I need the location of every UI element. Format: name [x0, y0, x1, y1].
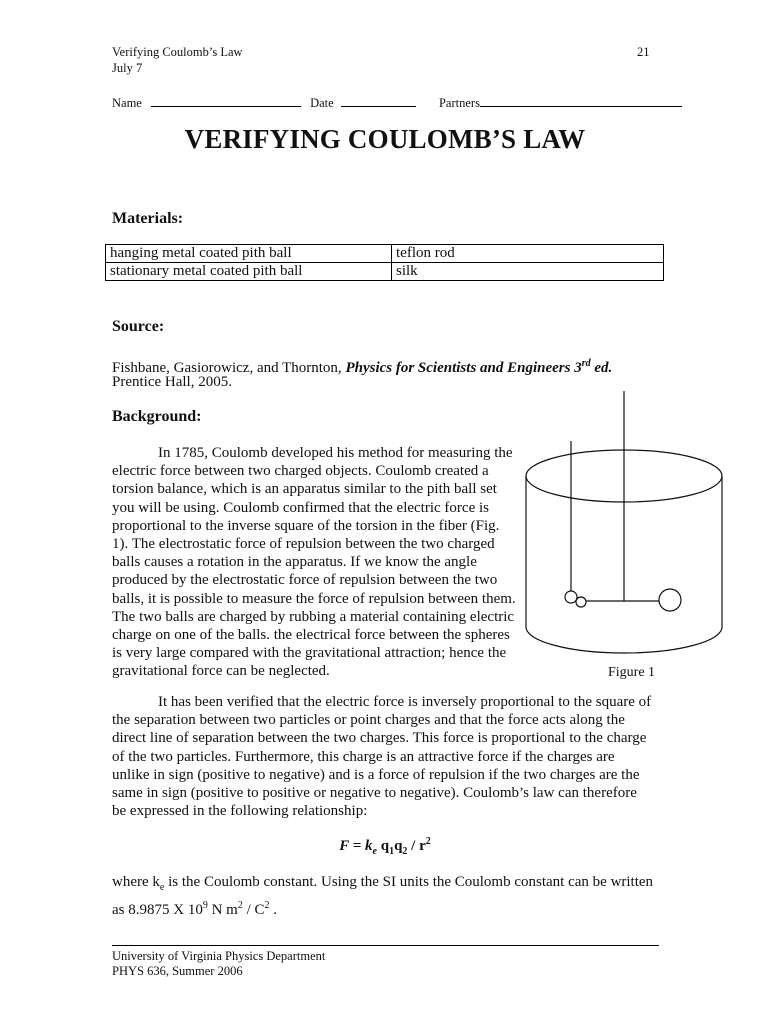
- background-heading: Background:: [112, 408, 202, 425]
- coulomb-equation: [0, 836, 770, 857]
- date-field[interactable]: [341, 94, 416, 107]
- paragraph-line: balls causes a rotation in the apparatus. If we know the angle: [112, 554, 477, 571]
- paragraph-line: gravitational force can be neglected.: [112, 663, 330, 680]
- torsion-balance-figure: [520, 385, 732, 690]
- closing-c-exp: 2: [264, 900, 270, 912]
- footer-course: PHYS 636, Summer 2006: [112, 964, 243, 978]
- table-cell: hanging metal coated pith ball: [106, 245, 392, 263]
- header-date: July 7: [112, 61, 143, 75]
- paragraph-line: electric force between two charged objects. Coulomb created a: [112, 463, 489, 480]
- materials-table: [105, 244, 664, 281]
- paragraph-line: balls, it is possible to measure the force of repulsion between them.: [112, 590, 516, 607]
- closing-t4: N m: [207, 902, 238, 919]
- page-number: 21: [637, 45, 650, 59]
- closing-exp: 9: [202, 900, 208, 912]
- book-title-sup: rd: [581, 358, 591, 369]
- header-doc-title: Verifying Coulomb’s Law: [112, 45, 243, 59]
- closing-t6: .: [269, 902, 278, 919]
- table-cell: teflon rod: [392, 245, 664, 263]
- footer-department: University of Virginia Physics Department: [112, 949, 326, 963]
- form-line: [112, 94, 682, 111]
- figure-caption: Figure 1: [608, 665, 656, 680]
- paragraph-line: unlike in sign (positive to negative) and is a force of repulsion if the two charges are the: [112, 766, 640, 783]
- paragraph-line: be expressed in the following relationship:: [112, 803, 368, 820]
- eq-over-r: / r: [407, 838, 426, 854]
- eq-q1: q: [376, 838, 390, 854]
- eq-r-sup: 2: [425, 836, 431, 847]
- closing-t5: / C: [242, 902, 265, 919]
- table-cell: silk: [392, 263, 664, 281]
- table-row: [106, 263, 664, 281]
- paragraph-line: It has been verified that the electric force is inversely proportional to the square of: [158, 694, 652, 710]
- source-publisher: Prentice Hall, 2005.: [112, 374, 232, 390]
- paragraph-line: of the two particles. Furthermore, this charge is an attractive force if the charges are: [112, 748, 615, 765]
- table-row: [106, 245, 664, 263]
- footer-divider: [112, 945, 659, 946]
- source-book-title: [345, 360, 612, 376]
- coulomb-constant-text: [112, 873, 672, 919]
- book-title-text: Physics for Scientists and Engineers 3: [345, 360, 582, 376]
- cylinder-bottom-arc: [526, 627, 722, 653]
- background-paragraph-2: [112, 693, 662, 820]
- source-heading: Source:: [112, 318, 165, 335]
- paragraph-line: torsion balance, which is an apparatus similar to the pith ball set: [112, 481, 497, 498]
- closing-k-sub: e: [159, 882, 165, 893]
- hanging-ball: [576, 597, 586, 607]
- eq-lhs: F = k: [339, 838, 373, 854]
- eq-q2: q: [394, 838, 403, 854]
- stationary-ball: [565, 591, 577, 603]
- background-paragraph-1: [112, 444, 522, 681]
- name-field[interactable]: [151, 94, 301, 107]
- date-label: Date: [310, 96, 334, 110]
- paragraph-line: is very large compared with the gravitational attraction; hence the: [112, 645, 507, 662]
- paragraph-line: same in sign (positive to positive or negative to negative). Coulomb’s law can therefore: [112, 785, 637, 802]
- partners-field[interactable]: [480, 94, 682, 107]
- paragraph-line: proportional to the inverse square of the torsion in the fiber (Fig.: [112, 517, 500, 534]
- page-title: VERIFYING COULOMB’S LAW: [184, 124, 586, 154]
- closing-t3: as 8.9875 X 10: [112, 902, 203, 919]
- eq-k-sub: e: [372, 846, 377, 857]
- partners-label: Partners: [438, 96, 480, 110]
- paragraph-line: the separation between two particles or point charges and that the force acts along the: [112, 712, 625, 729]
- eq-q2-sub: 2: [402, 846, 408, 857]
- closing-t1: where k: [112, 874, 160, 890]
- closing-m-exp: 2: [237, 900, 243, 912]
- source-authors: Fishbane, Gasiorowicz, and Thornton,: [112, 360, 342, 376]
- closing-t2: is the Coulomb constant. Using the SI units the Coulomb constant can be written: [164, 874, 654, 890]
- paragraph-line: produced by the electrostatic force of repulsion between the two: [112, 572, 498, 589]
- paragraph-line: you will be using. Coulomb confirmed that the electric force is: [112, 499, 489, 516]
- paragraph-line: charge on one of the balls. the electrical force between the spheres: [112, 627, 510, 644]
- paragraph-line: 1). The electrostatic force of repulsion between the two charged: [112, 536, 495, 553]
- paragraph-line: In 1785, Coulomb developed his method for measuring the: [158, 445, 513, 461]
- eq-q1-sub: 1: [389, 846, 395, 857]
- book-title-ed: ed.: [590, 360, 613, 376]
- name-label: Name: [112, 96, 142, 110]
- materials-heading: Materials:: [112, 210, 184, 227]
- paragraph-line: The two balls are charged by rubbing a material containing electric: [112, 608, 515, 625]
- paragraph-line: direct line of separation between the two charges. This force is proportional to the charge: [112, 730, 647, 747]
- counterweight-ball: [659, 589, 681, 611]
- table-cell: stationary metal coated pith ball: [106, 263, 392, 281]
